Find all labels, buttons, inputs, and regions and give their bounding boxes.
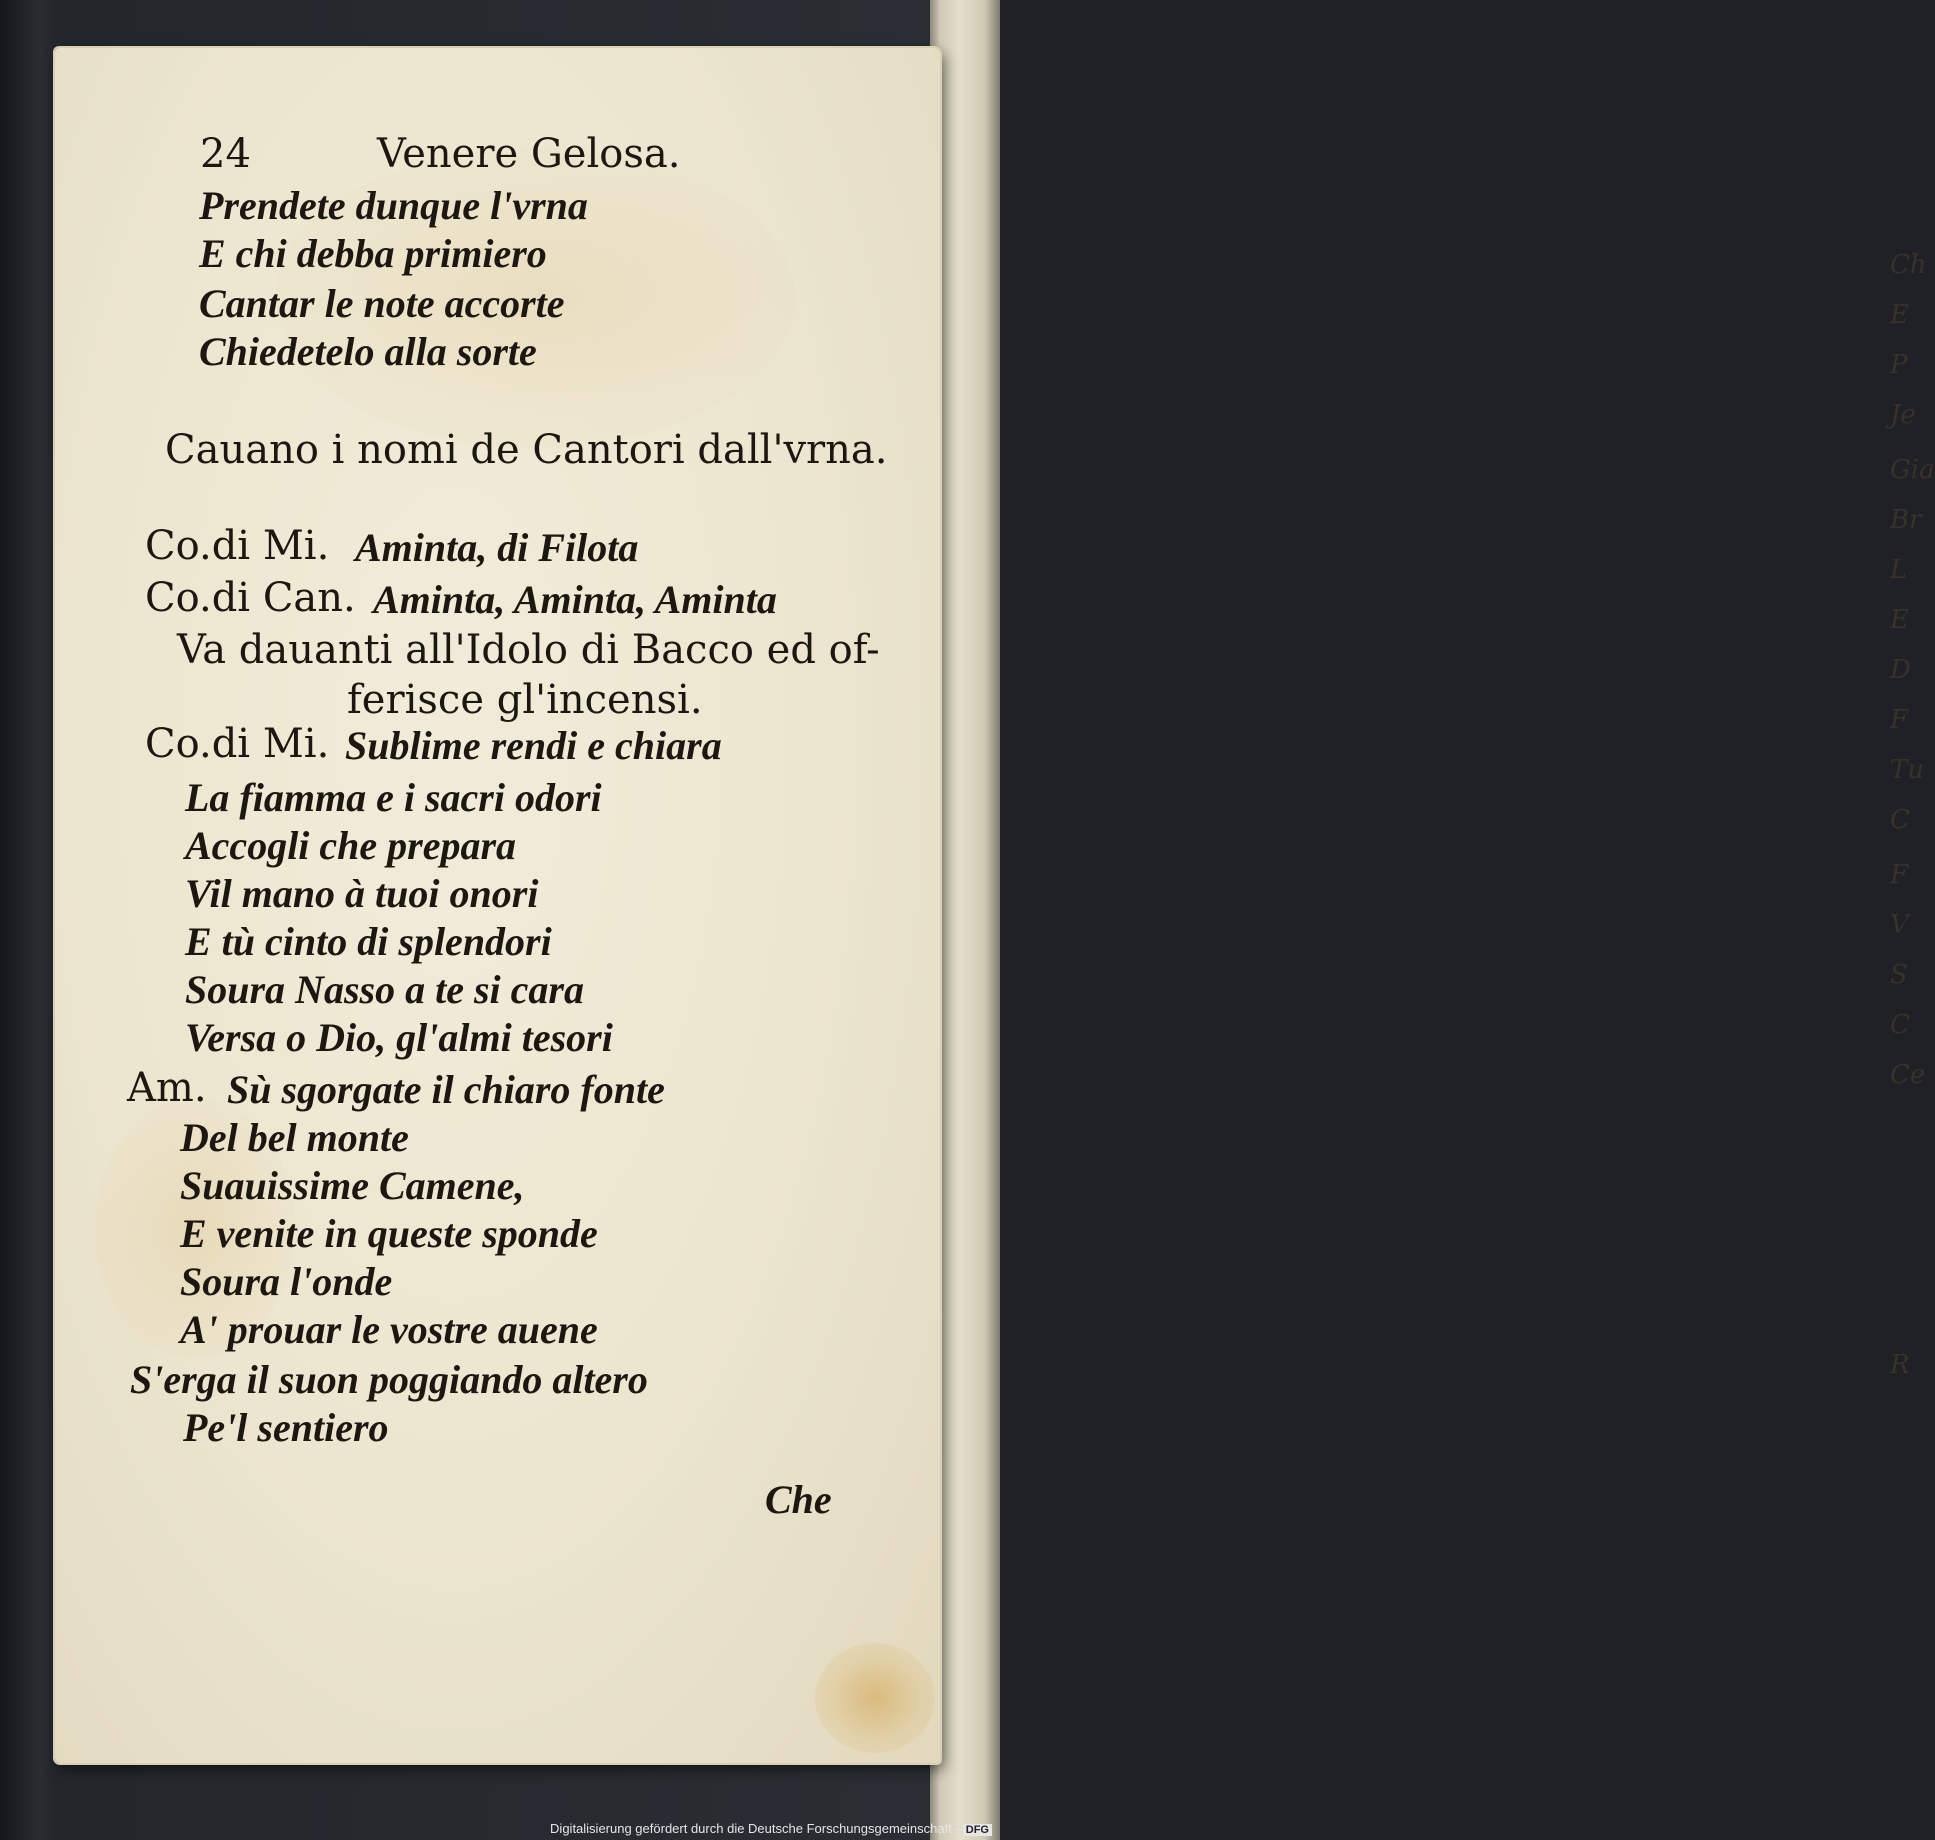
speech-line: Aminta, Aminta, Aminta xyxy=(373,577,777,622)
digitization-credit xyxy=(550,1821,992,1836)
facing-page-fragment: Ce xyxy=(1890,1060,1926,1090)
verse-line: La fiamma e i sacri odori xyxy=(185,775,602,820)
water-stain xyxy=(815,1643,935,1753)
facing-page-fragment: D xyxy=(1890,655,1911,685)
verse-line: Prendete dunque l'vrna xyxy=(199,183,588,228)
verse-line: Soura Nasso a te si cara xyxy=(185,967,584,1012)
facing-page-fragment: R xyxy=(1890,1350,1910,1380)
verse-line: S'erga il suon poggiando altero xyxy=(130,1357,648,1402)
speech-line: Sublime rendi e chiara xyxy=(345,723,722,768)
catchword: Che xyxy=(765,1477,832,1522)
stage-direction: Va dauanti all'Idolo di Bacco ed of- xyxy=(177,627,880,673)
facing-page-fragment: L xyxy=(1890,555,1908,585)
dfg-logo: DFG xyxy=(963,1824,992,1836)
facing-page-fragment: F xyxy=(1890,860,1909,890)
verse-line: Cantar le note accorte xyxy=(199,281,565,326)
facing-page-fragment: Gia xyxy=(1890,455,1935,485)
verse-line: Soura l'onde xyxy=(180,1259,393,1304)
facing-page-fragment: Tu xyxy=(1890,755,1925,785)
facing-page-fragment: F xyxy=(1890,705,1909,735)
speech-line: Aminta, di Filota xyxy=(355,525,639,570)
facing-page-fragment: Br xyxy=(1890,505,1922,535)
facing-page-fragment: Je xyxy=(1890,400,1916,430)
verse-line: E venite in queste sponde xyxy=(180,1211,598,1256)
verse-line: Accogli che prepara xyxy=(185,823,517,868)
facing-page-fragment: C xyxy=(1890,1010,1910,1040)
verse-line: Chiedetelo alla sorte xyxy=(199,329,537,374)
speaker-name: Co.di Mi. xyxy=(145,721,330,767)
book-page xyxy=(55,48,940,1763)
stage-direction: ferisce gl'incensi. xyxy=(347,677,703,723)
verse-line: Del bel monte xyxy=(180,1115,409,1160)
verse-line: A' prouar le vostre auene xyxy=(180,1307,598,1352)
facing-page-fragment: V xyxy=(1890,910,1909,940)
facing-page-fragment: S xyxy=(1890,960,1908,990)
facing-page-fragment: C xyxy=(1890,805,1910,835)
facing-page-fragment: E xyxy=(1890,605,1909,635)
speaker-name: Co.di Mi. xyxy=(145,523,330,569)
facing-page-fragment: Ch xyxy=(1890,250,1927,280)
stage-direction: Cauano i nomi de Cantori dall'vrna. xyxy=(165,427,888,473)
facing-page-fragment: E xyxy=(1890,300,1909,330)
verse-line: Versa o Dio, gl'almi tesori xyxy=(185,1015,613,1060)
speaker-name: Am. xyxy=(127,1065,207,1111)
running-head: Venere Gelosa. xyxy=(377,131,681,177)
facing-page-fragment: P xyxy=(1890,350,1908,380)
verse-line: Pe'l sentiero xyxy=(183,1405,389,1450)
speech-line: Sù sgorgate il chiaro fonte xyxy=(227,1067,665,1112)
speaker-name: Co.di Can. xyxy=(145,575,356,621)
page-number: 24 xyxy=(200,131,251,177)
credit-text: Digitalisierung gefördert durch die Deutsche Forschungsgemeinschaft - xyxy=(550,1821,960,1836)
verse-line: E tù cinto di splendori xyxy=(185,919,552,964)
verse-line: Vil mano à tuoi onori xyxy=(185,871,539,916)
verse-line: E chi debba primiero xyxy=(199,231,547,276)
facing-page-edge xyxy=(930,0,1935,1840)
verse-line: Suauissime Camene, xyxy=(180,1163,525,1208)
